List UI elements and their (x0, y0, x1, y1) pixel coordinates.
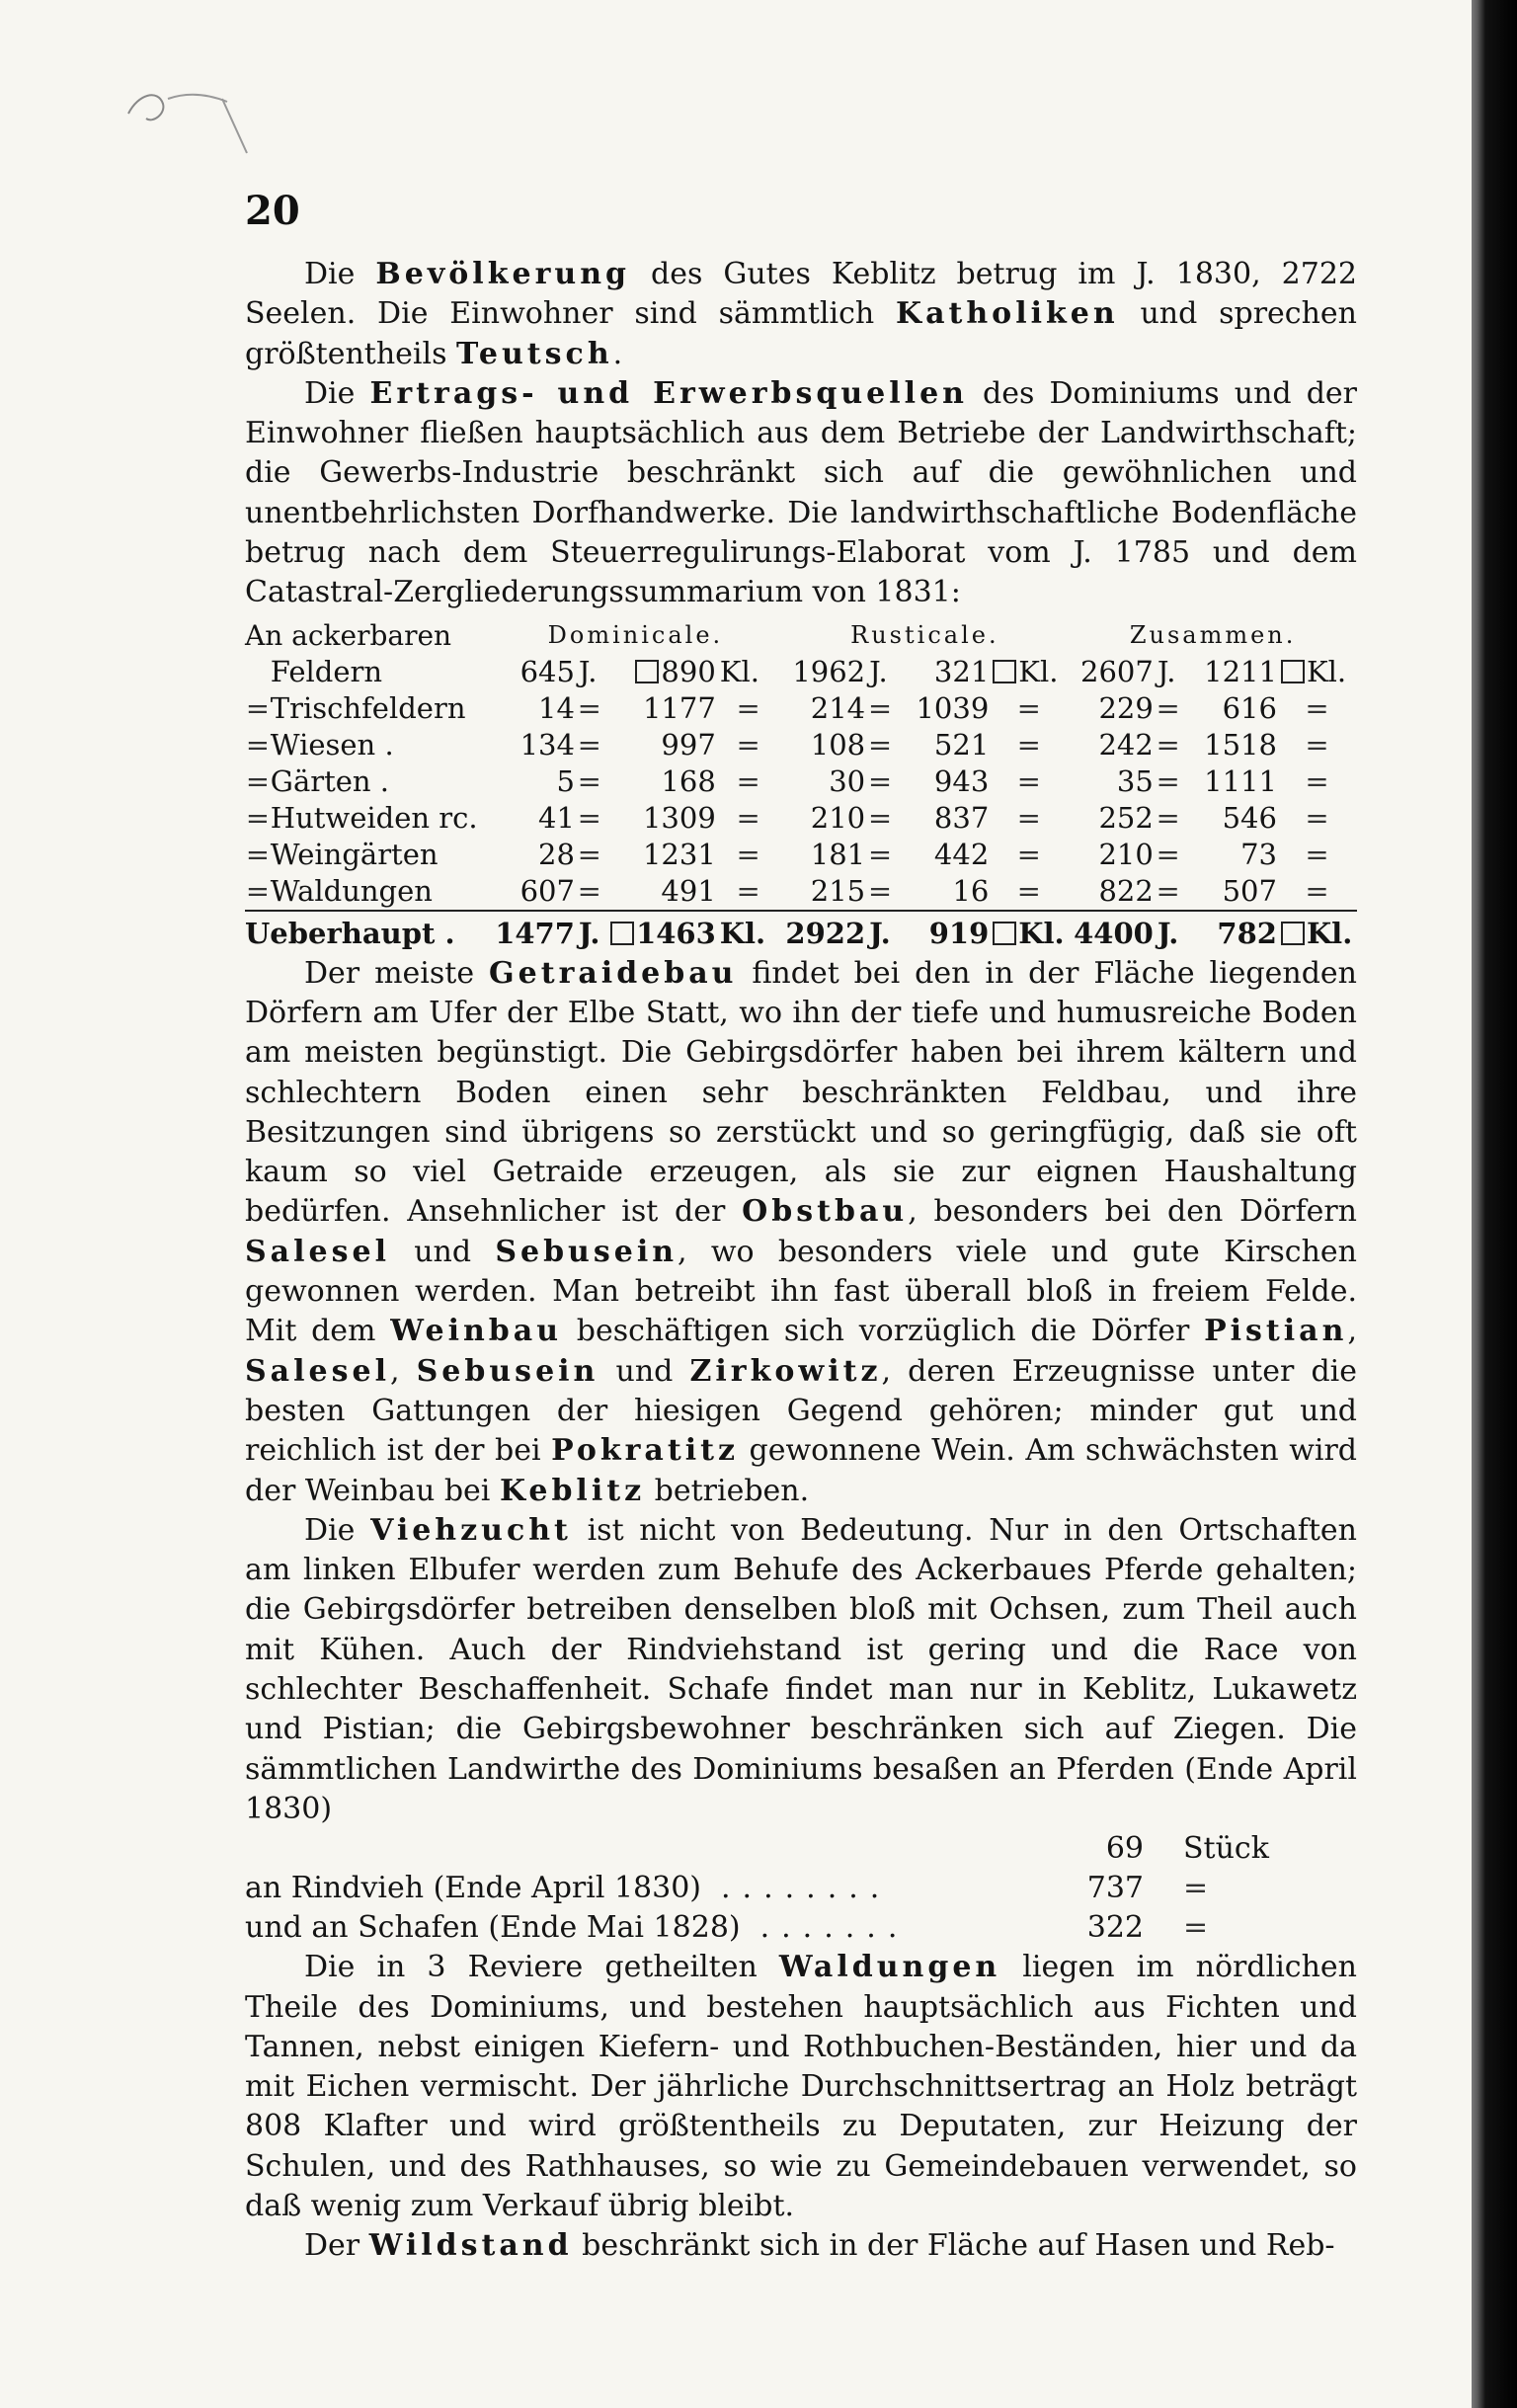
scan-edge (1472, 0, 1517, 2408)
table-row: = Waldungen 607 = 491 = 215 = 16 = 822 = 507 = (245, 873, 1357, 911)
total-label: Ueberhaupt . (245, 911, 490, 952)
square-symbol-icon (1281, 660, 1305, 683)
column-header-zusammen: Zusammen. (1129, 620, 1297, 649)
square-symbol-icon (993, 660, 1016, 683)
row-label: Trischfeldern (270, 690, 466, 725)
table-header-row (245, 617, 1357, 654)
square-symbol-icon (993, 922, 1016, 945)
row-label: Gärten . (270, 763, 390, 798)
paragraph-forests: Die in 3 Reviere getheilten Waldungen liegen im nördlichen Theile des Dominiums, und bestehen hauptsächlich aus Fichten und Tannen, nebst einigen Kiefern- und Rothbuchen-Beständen, hier und da mit Eichen vermischt. Der jährliche Durchschnittsertrag an Holz beträgt 808 Klafter und wird größtentheils zu Deputaten, zur Heizung der Schulen, und des Rathhauses, so wie zu Gemeindebauen verwendet, so daß wenig zum Verkauf übrig bleibt. (245, 1950, 1357, 2223)
table-total-row: Ueberhaupt . 1477 J. 1463 Kl. 2922 J. 919 Kl. 4400 J. 782 Kl. (245, 911, 1357, 952)
livestock-row-cattle: an Rindvieh (Ende April 1830) ........ 737 = (245, 1871, 1209, 1906)
page-number: 20 (245, 188, 300, 234)
table-row: = Hutweiden rc. 41 = 1309 = 210 = 837 = 252 = 546 = (245, 800, 1329, 835)
row-label: Hutweiden rc. (270, 800, 478, 835)
square-symbol-icon (610, 922, 634, 945)
table-row: = Weingärten 28 = 1231 = 181 = 442 = 210 = 73 = (245, 837, 1329, 871)
row-label: Weingärten (270, 837, 439, 871)
livestock-row-sheep: und an Schafen (Ende Mai 1828) ....... 322 = (245, 1910, 1209, 1946)
paragraph-game: Der Wildstand beschränkt sich in der Fläche auf Hasen und Reb- (304, 2228, 1335, 2264)
table-row: = Gärten . 5 = 168 = 30 = 943 = 35 = 1111 = (245, 763, 1329, 798)
land-area-table (245, 617, 1357, 952)
body-text (245, 255, 1357, 2267)
table-row: = Trischfeldern 14 = 1177 = 214 = 1039 = 229 = 616 = (245, 690, 1329, 725)
column-header-dominicale: Dominicale. (547, 620, 724, 649)
paragraph-income-sources: Die Ertrags- und Erwerbsquellen des Dominiums und der Einwohner fließen hauptsächlich aus dem Betriebe der Landwirthschaft; die Gewerbs-Industrie beschränkt sich auf die gewöhnlichen und unentbehrlichsten Dorfhandwerke. Die landwirthschaftliche Bodenfläche betrug nach dem Steuerregulirungs-Elaborat vom J. 1785 und dem Catastral-Zergliederungssummarium von 1831: (245, 375, 1358, 610)
square-symbol-icon (1281, 922, 1305, 945)
table-row: = Wiesen . 134 = 997 = 108 = 521 = 242 = 1518 = (245, 727, 1329, 762)
row-label: Feldern (270, 654, 383, 688)
livestock-list (245, 1829, 1357, 1948)
livestock-row-horses: 69 Stück (1105, 1831, 1269, 1867)
paragraph-population: Die Bevölkerung des Gutes Keblitz betrug im J. 1830, 2722 Seelen. Die Einwohner sind sämmtlich Katholiken und sprechen größtentheils Teutsch. (245, 257, 1358, 371)
square-symbol-icon (635, 660, 659, 683)
pencil-mark (109, 54, 257, 163)
column-header-rusticale: Rusticale. (850, 620, 999, 649)
row-label: Waldungen (270, 873, 433, 908)
row-label: Wiesen . (270, 727, 394, 762)
table-header-label: An ackerbaren (245, 618, 452, 652)
paragraph-livestock: Die Viehzucht ist nicht von Bedeutung. Nur in den Ortschaften am linken Elbufer werden zum Behufe des Ackerbaues Pferde gehalten; die Gebirgsdörfer betreiben denselben bloß mit Ochsen, zum Theil auch mit Kühen. Auch der Rindviehstand ist gering und die Race von schlechter Beschaffenheit. Schafe findet man nur in Keblitz, Lukawetz und Pistian; die Gebirgsbewohner beschränken sich auf Ziegen. Die sämmtlichen Landwirthe des Dominiums besaßen an Pferden (Ende April 1830) (245, 1512, 1358, 1826)
table-row: Feldern 645 J. 890 Kl. 1962 J. 321 Kl. 2607 J. 1211 Kl. (270, 654, 1347, 688)
paragraph-agriculture: Der meiste Getraidebau findet bei den in der Fläche liegenden Dörfern am Ufer der Elbe Statt, wo ihn der tiefe und humusreiche Boden am meisten begünstigt. Die Gebirgsdörfer haben bei ihrem kältern und schlechtern Boden einen sehr beschränkten Feldbau, und ihre Besitzungen sind übrigens so zerstückt und so geringfügig, daß sie oft kaum so viel Getraide erzeugen, als sie zur eignen Haushaltung bedürfen. Ansehnlicher ist der Obstbau, besonders bei den Dörfern Salesel und Sebusein, wo besonders viele und gute Kirschen gewonnen werden. Man betreibt ihn fast überall bloß in freiem Felde. Mit dem Weinbau beschäftigen sich vorzüglich die Dörfer Pistian, Salesel, Sebusein und Zirkowitz, deren Erzeugnisse unter die besten Gattungen der hiesigen Gegend gehören; minder gut und reichlich ist der bei Pokratitz gewonnene Wein. Am schwächsten wird der Weinbau bei Keblitz betrieben. (245, 955, 1358, 1508)
